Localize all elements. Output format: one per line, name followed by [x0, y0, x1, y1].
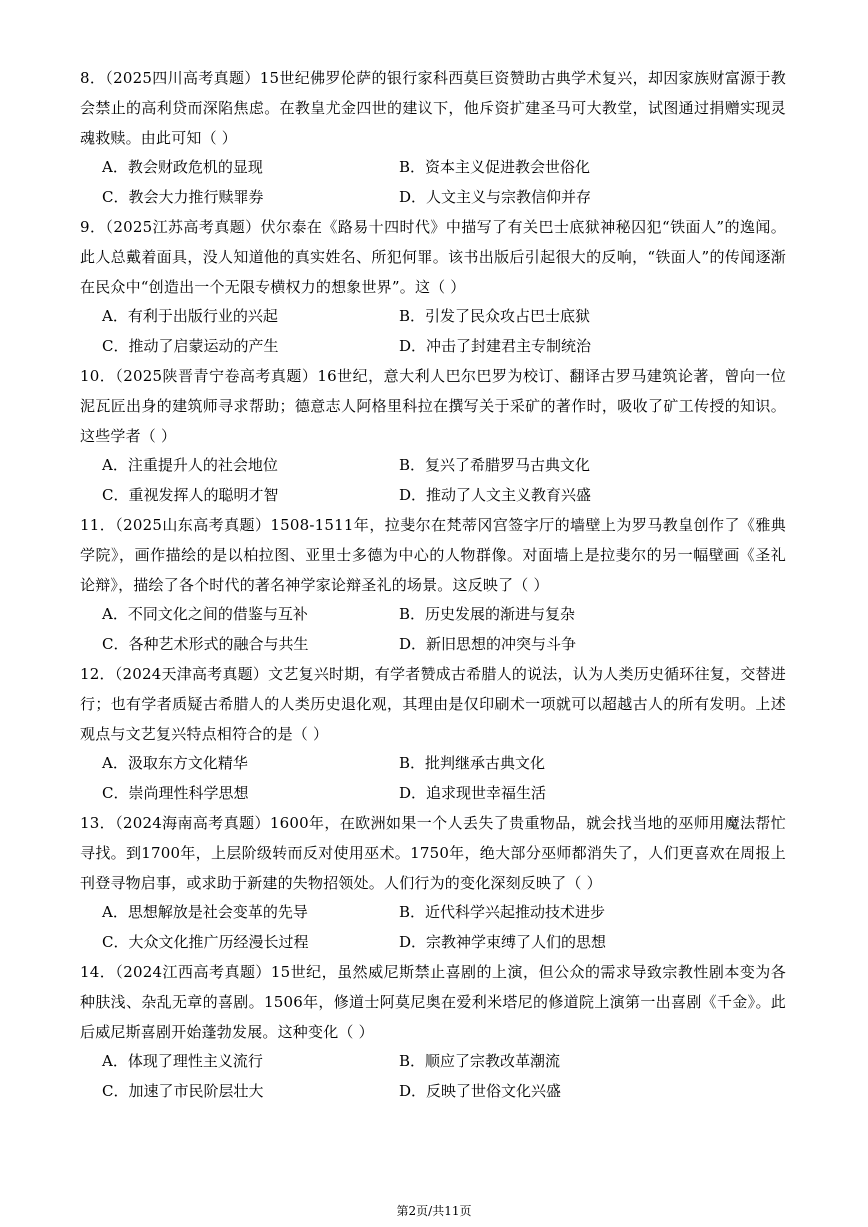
option-b: B．复兴了希腊罗马古典文化: [399, 456, 591, 475]
question-stem: 14．（2024江西高考真题）15世纪，虽然威尼斯禁止喜剧的上演，但公众的需求导致宗教性剧本变为各种肤浅、杂乱无章的喜剧。1506年，修道士阿莫尼奥在爱利米塔尼的修道院上演第一出喜剧《千金》。此后威尼斯喜剧开始蓬勃发展。这种变化（ ）: [80, 962, 786, 1041]
option-grid: [80, 600, 786, 660]
option-d: D．反映了世俗文化兴盛: [399, 1082, 562, 1101]
option-b: B．近代科学兴起推动技术进步: [399, 903, 606, 922]
option-d: D．宗教神学束缚了人们的思想: [399, 933, 607, 952]
option-grid: [80, 898, 786, 958]
question-8: [80, 64, 786, 213]
option-d: D．人文主义与宗教信仰并存: [399, 188, 592, 207]
option-c: C．重视发挥人的聪明才智: [102, 486, 279, 505]
option-b: B．资本主义促进教会世俗化: [399, 158, 591, 177]
question-12: [80, 660, 786, 809]
option-grid: [80, 749, 786, 809]
option-c: C．大众文化推广历经漫长过程: [102, 933, 309, 952]
question-list: [80, 64, 786, 1107]
page-number: 第2页/共11页: [396, 1204, 472, 1218]
option-b: B．批判继承古典文化: [399, 754, 546, 773]
question-stem: 13．（2024海南高考真题）1600年，在欧洲如果一个人丢失了贵重物品，就会找当地的巫师用魔法帮忙寻找。到1700年，上层阶级转而反对使用巫术。1750年，绝大部分巫师都消失了，人们更喜欢在周报上刊登寻物启事，或求助于新建的失物招领处。人们行为的变化深刻反映了（ ）: [80, 813, 786, 892]
option-a: A．教会财政危机的显现: [102, 158, 263, 177]
option-grid: [80, 153, 786, 213]
option-grid: [80, 1047, 786, 1107]
option-c: C．各种艺术形式的融合与共生: [102, 635, 309, 654]
option-d: D．追求现世幸福生活: [399, 784, 547, 803]
option-b: B．引发了民众攻占巴士底狱: [399, 307, 591, 326]
option-d: D．冲击了封建君主专制统治: [399, 337, 592, 356]
question-9: [80, 213, 786, 362]
option-grid: [80, 302, 786, 362]
option-grid: [80, 451, 786, 511]
option-d: D．推动了人文主义教育兴盛: [399, 486, 592, 505]
question-stem: 9．（2025江苏高考真题）伏尔泰在《路易十四时代》中描写了有关巴士底狱神秘囚犯“铁面人”的逸闻。此人总戴着面具，没人知道他的真实姓名、所犯何罪。该书出版后引起很大的反响，“铁面人”的传闻逐渐在民众中“创造出一个无限专横权力的想象世界”。这（ ）: [80, 217, 786, 296]
option-a: A．思想解放是社会变革的先导: [102, 903, 308, 922]
question-13: [80, 809, 786, 958]
option-a: A．有利于出版行业的兴起: [102, 307, 278, 326]
option-b: B．顺应了宗教改革潮流: [399, 1052, 561, 1071]
option-c: C．加速了市民阶层壮大: [102, 1082, 264, 1101]
question-stem: 11．（2025山东高考真题）1508-1511年，拉斐尔在梵蒂冈宫签字厅的墙壁上为罗马教皇创作了《雅典学院》，画作描绘的是以柏拉图、亚里士多德为中心的人物群像。对面墙上是拉斐尔的另一幅壁画《圣礼论辩》，描绘了各个时代的著名神学家论辩圣礼的场景。这反映了（ ）: [80, 515, 786, 594]
option-c: C．崇尚理性科学思想: [102, 784, 249, 803]
question-14: [80, 958, 786, 1107]
option-a: A．汲取东方文化精华: [102, 754, 248, 773]
option-c: C．推动了启蒙运动的产生: [102, 337, 279, 356]
question-10: [80, 362, 786, 511]
option-b: B．历史发展的渐进与复杂: [399, 605, 576, 624]
option-d: D．新旧思想的冲突与斗争: [399, 635, 577, 654]
question-stem: 12．（2024天津高考真题）文艺复兴时期，有学者赞成古希腊人的说法，认为人类历史循环往复，交替进行；也有学者质疑古希腊人的人类历史退化观，其理由是仅印刷术一项就可以超越古人的所有发明。上述观点与文艺复兴特点相符合的是（ ）: [80, 664, 786, 743]
option-a: A．不同文化之间的借鉴与互补: [102, 605, 308, 624]
option-a: A．注重提升人的社会地位: [102, 456, 278, 475]
option-a: A．体现了理性主义流行: [102, 1052, 263, 1071]
question-stem: 8．（2025四川高考真题）15世纪佛罗伦萨的银行家科西莫巨资赞助古典学术复兴，却因家族财富源于教会禁止的高利贷而深陷焦虑。在教皇尤金四世的建议下，他斥资扩建圣马可大教堂，试图通过捐赠实现灵魂救赎。由此可知（ ）: [80, 69, 786, 147]
option-c: C．教会大力推行赎罪券: [102, 188, 264, 207]
question-stem: 10．（2025陕晋青宁卷高考真题）16世纪，意大利人巴尔巴罗为校订、翻译古罗马建筑论著，曾向一位泥瓦匠出身的建筑师寻求帮助；德意志人阿格里科拉在撰写关于采矿的著作时，吸收了矿工传授的知识。这些学者（ ）: [80, 366, 786, 445]
question-11: [80, 511, 786, 660]
